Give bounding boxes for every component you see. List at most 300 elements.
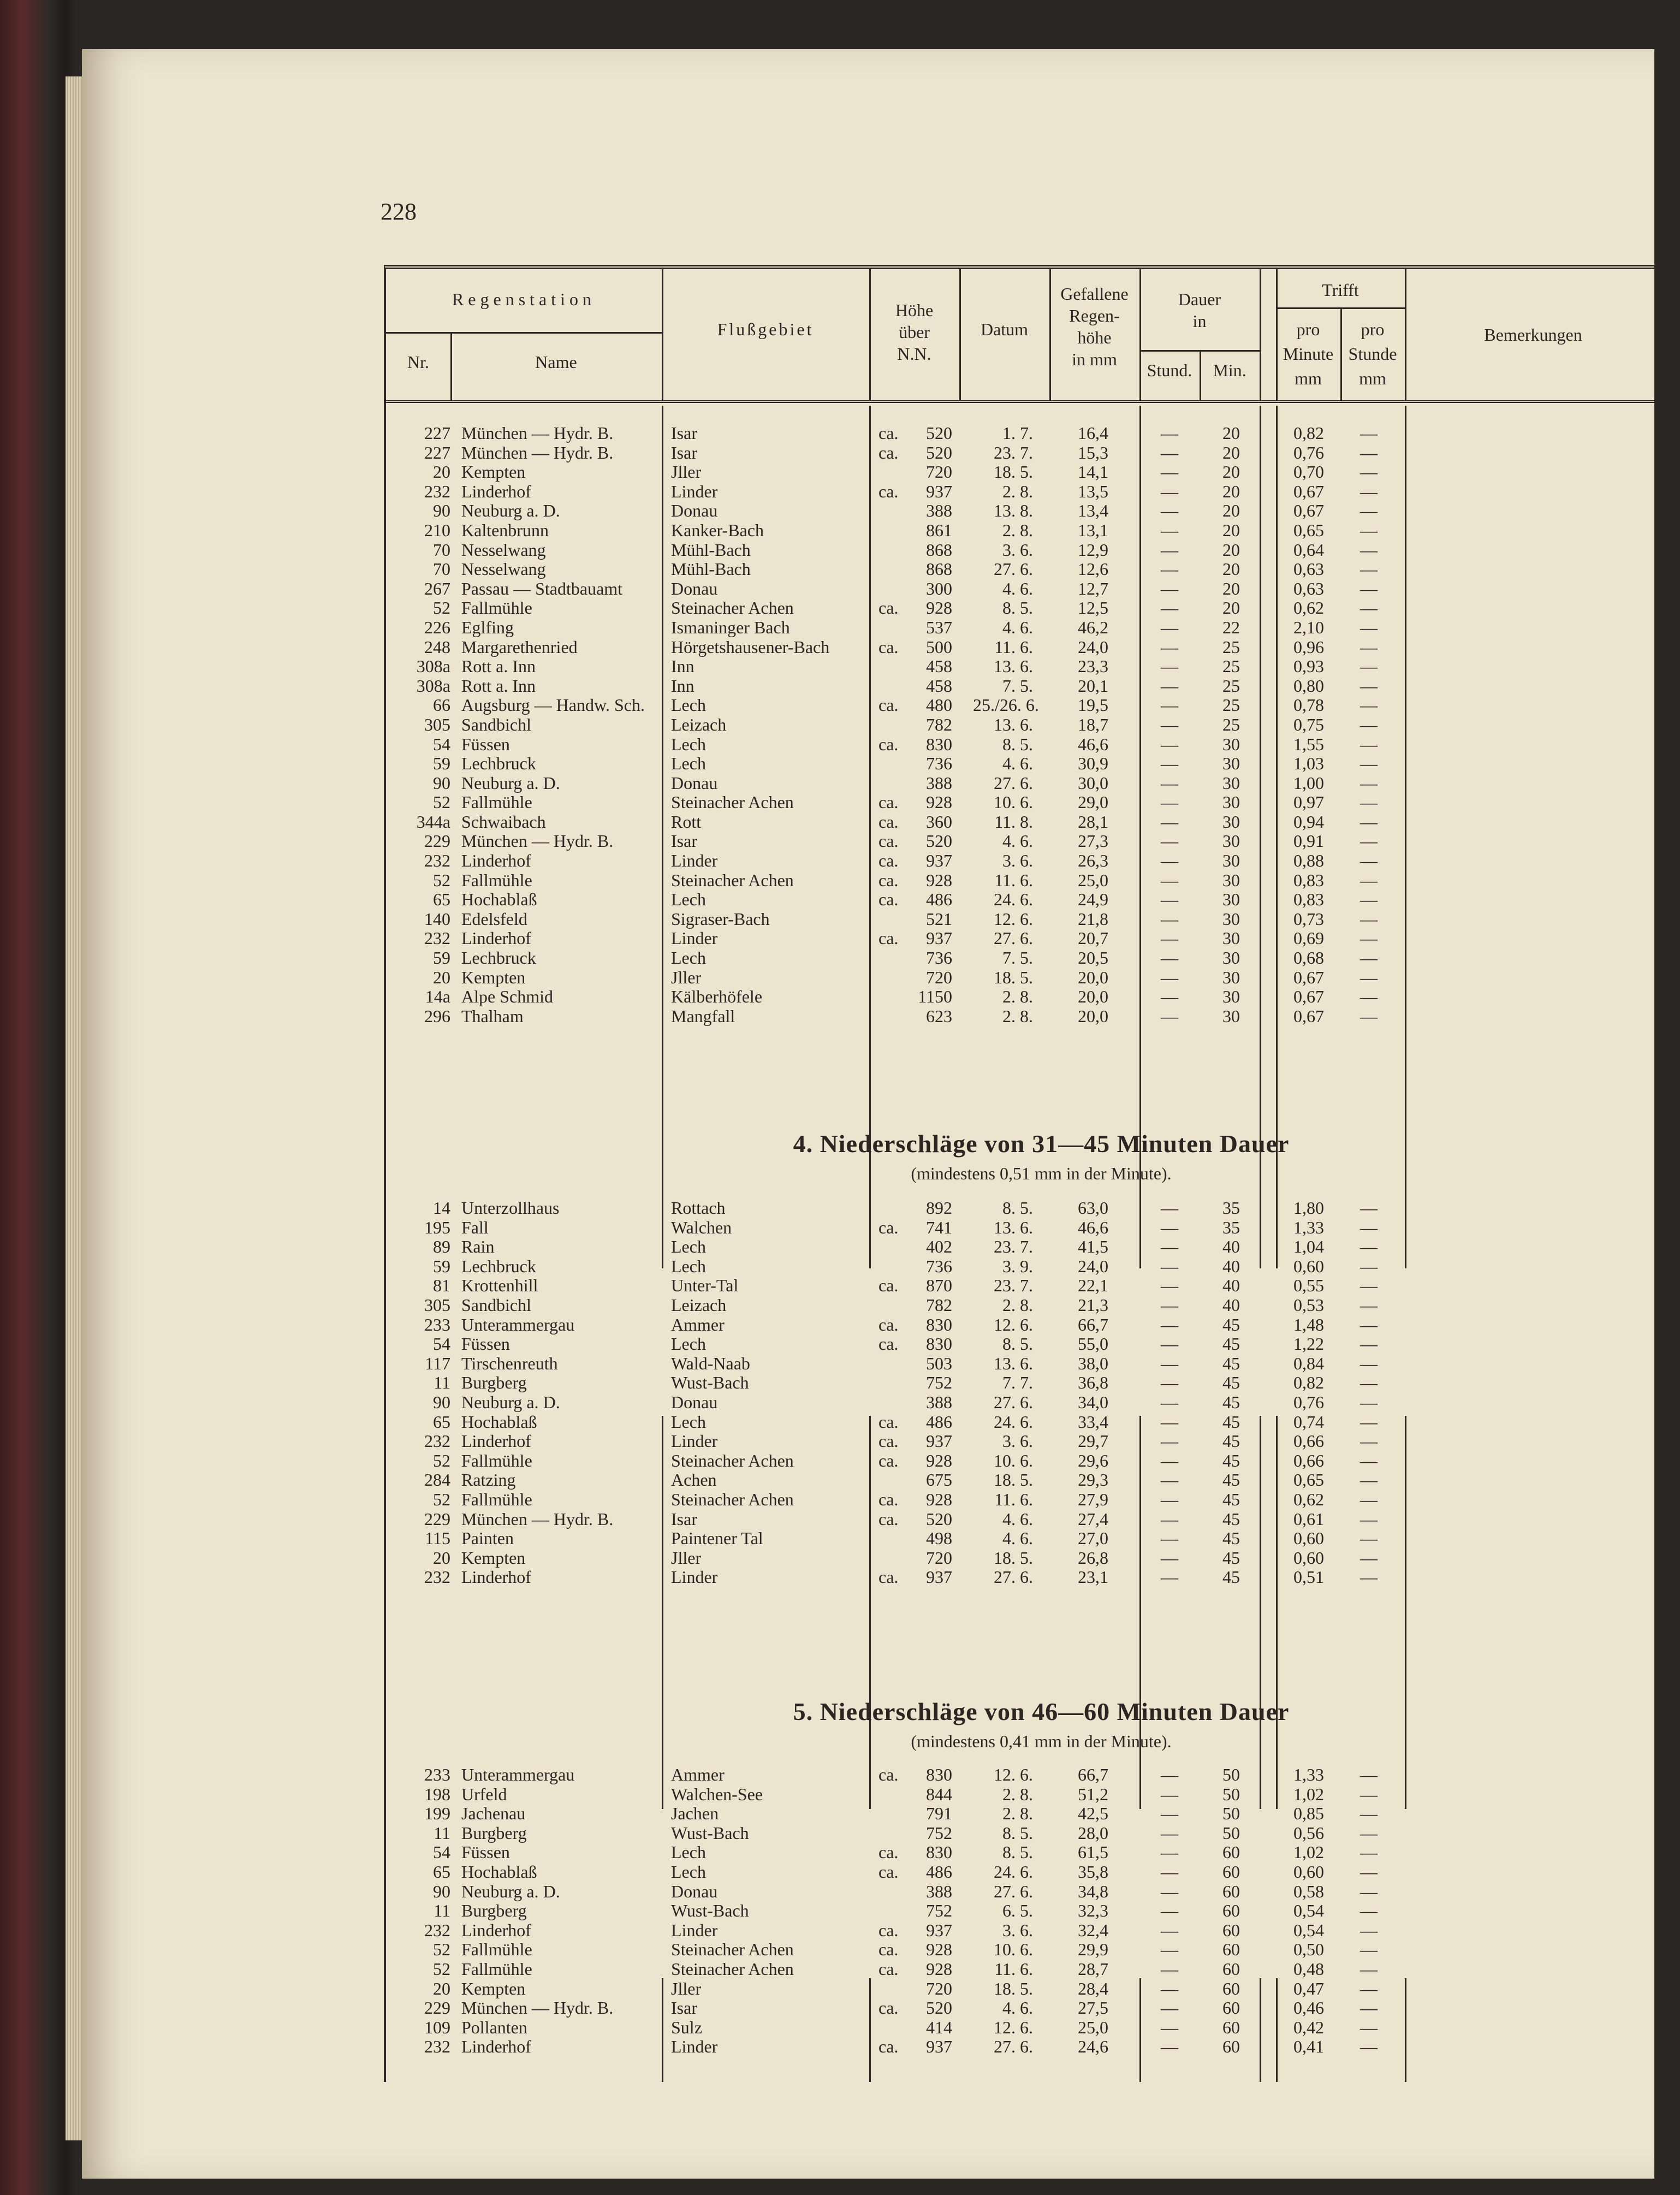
cell-datum: 4. 6. — [1002, 1998, 1033, 2018]
cell-datum: 2. 8. — [1002, 1006, 1033, 1026]
cell-hoehe: 736 — [926, 948, 952, 968]
cell-fluss: Walchen — [671, 1217, 732, 1237]
cell-pmin: 1,55 — [1293, 734, 1324, 754]
cell-pmin: 0,74 — [1293, 1411, 1324, 1432]
cell-regen: 26,3 — [1078, 851, 1108, 871]
cell-pmin: 0,61 — [1293, 1509, 1324, 1529]
cell-regen: 24,0 — [1078, 1256, 1108, 1276]
cell-pstd: — — [1360, 1470, 1378, 1490]
cell-datum: 13. 6. — [994, 1353, 1033, 1373]
cell-stund: — — [1161, 1431, 1178, 1451]
cell-fluss: Hörgetshausener-Bach — [671, 637, 830, 657]
cell-nr: 210 — [424, 520, 450, 540]
cell-nr: 81 — [433, 1276, 450, 1296]
cell-pstd: — — [1360, 987, 1378, 1007]
cell-regen: 28,1 — [1078, 811, 1108, 832]
cell-datum: 13. 6. — [994, 656, 1033, 677]
cell-pmin: 0,54 — [1293, 1901, 1324, 1921]
cell-min: 20 — [1222, 442, 1240, 462]
cell-fluss: Achen — [671, 1470, 717, 1490]
cell-name: Unterammergau — [461, 1765, 575, 1784]
cell-pmin: 0,70 — [1293, 462, 1324, 482]
cell-fluss: Linder — [671, 1567, 718, 1587]
cell-pmin: 0,41 — [1293, 2037, 1324, 2057]
cell-datum: 2. 8. — [1002, 1784, 1033, 1804]
cell-hoehe: 388 — [926, 1881, 952, 1901]
cell-stund: — — [1161, 1547, 1178, 1568]
cell-datum: 4. 6. — [1002, 1509, 1033, 1529]
cell-name: Füssen — [461, 1334, 510, 1354]
cell-nr: 227 — [424, 423, 450, 443]
table-row — [386, 1007, 1664, 1027]
cell-regen: 21,3 — [1078, 1295, 1108, 1315]
cell-min: 30 — [1222, 1006, 1240, 1026]
cell-regen: 27,3 — [1078, 831, 1108, 851]
cell-pstd: — — [1360, 1939, 1378, 1960]
cell-stund: — — [1161, 967, 1178, 987]
table-row — [386, 1882, 1664, 1902]
cell-ca: ca. — [878, 811, 899, 832]
cell-regen: 16,4 — [1078, 423, 1108, 443]
cell-name: Fallmühle — [461, 1489, 532, 1509]
cell-pstd: — — [1360, 889, 1378, 910]
cell-pmin: 0,82 — [1293, 423, 1324, 443]
table-row — [386, 541, 1664, 560]
cell-min: 20 — [1222, 598, 1240, 618]
cell-stund: — — [1161, 423, 1178, 443]
cell-fluss: Kanker-Bach — [671, 520, 764, 540]
cell-min: 30 — [1222, 811, 1240, 832]
cell-min: 45 — [1222, 1411, 1240, 1432]
cell-name: Lechbruck — [461, 1256, 536, 1276]
cell-regen: 22,1 — [1078, 1276, 1108, 1296]
cell-hoehe: 736 — [926, 1256, 952, 1276]
cell-name: Hochablaß — [461, 1411, 537, 1432]
cell-name: Füssen — [461, 1842, 510, 1862]
cell-hoehe: 520 — [926, 831, 952, 851]
cell-pmin: 0,48 — [1293, 1959, 1324, 1979]
cell-pstd: — — [1360, 1006, 1378, 1026]
cell-pstd: — — [1360, 442, 1378, 462]
section4-rows — [386, 1199, 1664, 1587]
cell-min: 50 — [1222, 1784, 1240, 1804]
cell-regen: 34,8 — [1078, 1881, 1108, 1901]
cell-fluss: Lech — [671, 1411, 706, 1432]
cell-pmin: 2,10 — [1293, 617, 1324, 637]
cell-pstd: — — [1360, 870, 1378, 890]
cell-nr: 54 — [433, 1334, 450, 1354]
cell-fluss: Mühl-Bach — [671, 559, 751, 579]
table-row — [386, 1862, 1664, 1882]
cell-pmin: 0,96 — [1293, 637, 1324, 657]
table-row — [386, 1921, 1664, 1941]
cell-pmin: 1,33 — [1293, 1765, 1324, 1784]
cell-stund: — — [1161, 987, 1178, 1007]
cell-pmin: 0,64 — [1293, 539, 1324, 560]
table-row — [386, 1824, 1664, 1843]
cell-min: 50 — [1222, 1765, 1240, 1784]
cell-regen: 27,4 — [1078, 1509, 1108, 1529]
cell-pmin: 0,46 — [1293, 1998, 1324, 2018]
cell-datum: 24. 6. — [994, 1411, 1033, 1432]
cell-stund: — — [1161, 598, 1178, 618]
table-row — [386, 1510, 1664, 1529]
cell-fluss: Linder — [671, 481, 718, 501]
header-pro-minute-3: mm — [1295, 369, 1322, 388]
cell-nr: 229 — [424, 1509, 450, 1529]
cell-hoehe: 520 — [926, 423, 952, 443]
cell-regen: 61,5 — [1078, 1842, 1108, 1862]
cell-fluss: Mühl-Bach — [671, 539, 751, 560]
cell-min: 60 — [1222, 1881, 1240, 1901]
header-hoehe-3: N.N. — [897, 344, 931, 364]
cell-stund: — — [1161, 675, 1178, 696]
cell-min: 45 — [1222, 1431, 1240, 1451]
cell-fluss: Donau — [671, 1881, 718, 1901]
cell-min: 45 — [1222, 1567, 1240, 1587]
cell-datum: 2. 8. — [1002, 1804, 1033, 1824]
cell-name: München — Hydr. B. — [461, 423, 614, 443]
cell-pmin: 0,69 — [1293, 928, 1324, 948]
table-row — [386, 579, 1664, 599]
cell-stund: — — [1161, 1256, 1178, 1276]
cell-pstd: — — [1360, 734, 1378, 754]
cell-fluss: Steinacher Achen — [671, 792, 794, 812]
cell-pstd: — — [1360, 909, 1378, 929]
cell-name: Rott a. Inn — [461, 656, 536, 677]
cell-min: 20 — [1222, 481, 1240, 501]
header-pro-minute-1: pro — [1296, 319, 1320, 339]
cell-nr: 117 — [425, 1353, 450, 1373]
cell-hoehe: 928 — [926, 1450, 952, 1470]
cell-fluss: Wald-Naab — [671, 1353, 750, 1373]
table-row — [386, 774, 1664, 793]
cell-min: 25 — [1222, 714, 1240, 734]
cell-stund: — — [1161, 617, 1178, 637]
table-row — [386, 696, 1664, 715]
cell-regen: 32,3 — [1078, 1901, 1108, 1921]
cell-fluss: Jachen — [671, 1804, 719, 1824]
cell-pstd: — — [1360, 1489, 1378, 1509]
cell-pmin: 0,62 — [1293, 598, 1324, 618]
table-row — [386, 1354, 1664, 1374]
cell-pstd: — — [1360, 617, 1378, 637]
cell-pstd: — — [1360, 501, 1378, 521]
cell-fluss: Lech — [671, 695, 706, 715]
cell-stund: — — [1161, 1392, 1178, 1412]
cell-pstd: — — [1360, 1295, 1378, 1315]
cell-ca: ca. — [878, 792, 899, 812]
cell-stund: — — [1161, 1881, 1178, 1901]
cell-stund: — — [1161, 1959, 1178, 1979]
cell-datum: 27. 6. — [994, 1392, 1033, 1412]
table-row — [386, 1843, 1664, 1862]
cell-name: Burgberg — [461, 1373, 527, 1393]
cell-hoehe: 937 — [926, 851, 952, 871]
cell-pstd: — — [1360, 1528, 1378, 1549]
cell-ca: ca. — [878, 1431, 899, 1451]
cell-name: Krottenhill — [461, 1276, 538, 1296]
cell-pstd: — — [1360, 481, 1378, 501]
cell-regen: 21,8 — [1078, 909, 1108, 929]
cell-nr: 232 — [424, 1431, 450, 1451]
cell-datum: 11. 6. — [994, 1489, 1033, 1509]
cell-pstd: — — [1360, 1804, 1378, 1824]
cell-datum: 7. 7. — [1002, 1373, 1033, 1393]
cell-datum: 7. 5. — [1002, 675, 1033, 696]
table-row — [386, 1334, 1664, 1354]
header-gefallene-1: Gefallene — [1060, 284, 1129, 304]
cell-pstd: — — [1360, 1901, 1378, 1921]
cell-hoehe: 928 — [926, 1939, 952, 1960]
cell-fluss: Linder — [671, 928, 718, 948]
cell-fluss: Isar — [671, 1998, 697, 2018]
cell-stund: — — [1161, 1842, 1178, 1862]
cell-regen: 46,6 — [1078, 1217, 1108, 1237]
cell-pstd: — — [1360, 675, 1378, 696]
cell-pmin: 0,60 — [1293, 1528, 1324, 1549]
header-trifft: Trifft — [1322, 280, 1359, 300]
section5-subtitle: (mindestens 0,41 mm in der Minute). — [911, 1731, 1172, 1751]
cell-nr: 14 — [433, 1198, 450, 1218]
cell-pstd: — — [1360, 1276, 1378, 1296]
cell-regen: 51,2 — [1078, 1784, 1108, 1804]
cell-hoehe: 937 — [926, 481, 952, 501]
table-row — [386, 871, 1664, 891]
cell-hoehe: 720 — [926, 1978, 952, 1998]
cell-hoehe: 675 — [926, 1470, 952, 1490]
cell-pmin: 0,54 — [1293, 1920, 1324, 1940]
cell-stund: — — [1161, 1411, 1178, 1432]
cell-nr: 284 — [424, 1470, 450, 1490]
table-row — [386, 1432, 1664, 1451]
cell-nr: 66 — [433, 695, 450, 715]
cell-stund: — — [1161, 695, 1178, 715]
cell-pstd: — — [1360, 462, 1378, 482]
cell-pstd: — — [1360, 559, 1378, 579]
cell-pstd: — — [1360, 1823, 1378, 1843]
cell-hoehe: 928 — [926, 870, 952, 890]
cell-hoehe: 486 — [926, 1861, 952, 1882]
cell-nr: 90 — [433, 501, 450, 521]
cell-regen: 36,8 — [1078, 1373, 1108, 1393]
cell-min: 30 — [1222, 987, 1240, 1007]
cell-min: 30 — [1222, 754, 1240, 774]
cell-stund: — — [1161, 1861, 1178, 1882]
cell-name: Fallmühle — [461, 598, 532, 618]
cell-name: Urfeld — [461, 1784, 507, 1804]
cell-pstd: — — [1360, 637, 1378, 657]
header-gefallene-3: höhe — [1077, 328, 1112, 347]
table-row — [386, 1296, 1664, 1315]
table-row — [386, 1529, 1664, 1549]
cell-min: 30 — [1222, 773, 1240, 793]
cell-name: Fallmühle — [461, 870, 532, 890]
cell-nr: 11 — [434, 1823, 450, 1843]
cell-hoehe: 537 — [926, 617, 952, 637]
cell-fluss: Steinacher Achen — [671, 1959, 794, 1979]
cell-min: 45 — [1222, 1470, 1240, 1490]
cell-nr: 296 — [424, 1006, 450, 1026]
cell-name: Unterzollhaus — [461, 1198, 560, 1218]
cell-name: Fallmühle — [461, 1450, 532, 1470]
cell-min: 30 — [1222, 870, 1240, 890]
cell-name: Sandbichl — [461, 714, 531, 734]
cell-name: Rott a. Inn — [461, 675, 536, 696]
cell-name: Passau — Stadtbauamt — [461, 578, 623, 598]
cell-pmin: 0,68 — [1293, 948, 1324, 968]
cell-nr: 198 — [424, 1784, 450, 1804]
cell-regen: 12,6 — [1078, 559, 1108, 579]
cell-pmin: 0,83 — [1293, 889, 1324, 910]
cell-min: 40 — [1222, 1295, 1240, 1315]
cell-hoehe: 736 — [926, 754, 952, 774]
cell-datum: 11. 6. — [994, 637, 1033, 657]
cell-datum: 12. 6. — [994, 1314, 1033, 1334]
cell-nr: 52 — [433, 1450, 450, 1470]
cell-fluss: Isar — [671, 423, 697, 443]
cell-min: 60 — [1222, 1842, 1240, 1862]
header-hoehe-1: Höhe — [895, 300, 934, 320]
cell-datum: 18. 5. — [994, 1470, 1033, 1490]
cell-name: Eglfing — [461, 617, 514, 637]
cell-regen: 46,6 — [1078, 734, 1108, 754]
cell-pmin: 0,58 — [1293, 1881, 1324, 1901]
cell-name: Hochablaß — [461, 889, 537, 910]
cell-pstd: — — [1360, 773, 1378, 793]
cell-hoehe: 870 — [926, 1276, 952, 1296]
cell-stund: — — [1161, 1998, 1178, 2018]
cell-name: Jachenau — [461, 1804, 526, 1824]
cell-name: Edelsfeld — [461, 909, 527, 929]
cell-nr: 20 — [433, 1978, 450, 1998]
table-row — [386, 1804, 1664, 1824]
cell-pmin: 0,42 — [1293, 2017, 1324, 2037]
cell-stund: — — [1161, 754, 1178, 774]
cell-datum: 13. 6. — [994, 1217, 1033, 1237]
cell-datum: 24. 6. — [994, 889, 1033, 910]
cell-datum: 2. 8. — [1002, 987, 1033, 1007]
cell-name: Nesselwang — [461, 559, 546, 579]
cell-stund: — — [1161, 1509, 1178, 1529]
cell-hoehe: 498 — [926, 1528, 952, 1549]
cell-datum: 1. 7. — [1002, 423, 1033, 443]
cell-name: Burgberg — [461, 1901, 527, 1921]
header-dauer-2: in — [1192, 311, 1207, 331]
cell-nr: 89 — [433, 1237, 450, 1257]
cell-name: Pollanten — [461, 2017, 527, 2037]
cell-regen: 33,4 — [1078, 1411, 1108, 1432]
cell-pmin: 0,66 — [1293, 1431, 1324, 1451]
cell-stund: — — [1161, 773, 1178, 793]
cell-ca: ca. — [878, 695, 899, 715]
cell-nr: 59 — [433, 948, 450, 968]
table-row — [386, 2018, 1664, 2038]
cell-hoehe: 402 — [926, 1237, 952, 1257]
cell-stund: — — [1161, 442, 1178, 462]
cell-hoehe: 520 — [926, 1998, 952, 2018]
cell-hoehe: 830 — [926, 1334, 952, 1354]
cell-pstd: — — [1360, 1353, 1378, 1373]
cell-hoehe: 928 — [926, 1489, 952, 1509]
cell-nr: 232 — [424, 481, 450, 501]
cell-pmin: 0,66 — [1293, 1450, 1324, 1470]
cell-ca: ca. — [878, 1959, 899, 1979]
table-row — [386, 443, 1664, 463]
cell-name: Neuburg a. D. — [461, 1392, 560, 1412]
cell-pstd: — — [1360, 1509, 1378, 1529]
cell-nr: 305 — [424, 714, 450, 734]
cell-name: Linderhof — [461, 481, 531, 501]
cell-name: Kempten — [461, 1978, 526, 1998]
header-name: Name — [535, 352, 577, 372]
cell-ca: ca. — [878, 1509, 899, 1529]
table-row — [386, 1451, 1664, 1471]
header-flussgebiet: Flußgebiet — [717, 319, 814, 339]
cell-nr: 20 — [433, 1547, 450, 1568]
cell-regen: 20,7 — [1078, 928, 1108, 948]
cell-hoehe: 520 — [926, 442, 952, 462]
cell-fluss: Lech — [671, 1861, 706, 1882]
cell-nr: 20 — [433, 967, 450, 987]
cell-pstd: — — [1360, 695, 1378, 715]
section5-rows — [386, 1765, 1664, 2057]
cell-nr: 65 — [433, 889, 450, 910]
table-row — [386, 1373, 1664, 1393]
cell-fluss: Kälberhöfele — [671, 987, 763, 1007]
cell-name: Schwaibach — [461, 811, 546, 832]
cell-name: München — Hydr. B. — [461, 1509, 614, 1529]
header-pro-stunde-3: mm — [1359, 369, 1386, 388]
cell-stund: — — [1161, 1765, 1178, 1784]
cell-pmin: 0,97 — [1293, 792, 1324, 812]
cell-pmin: 0,62 — [1293, 1489, 1324, 1509]
cell-ca: ca. — [878, 870, 899, 890]
cell-min: 50 — [1222, 1823, 1240, 1843]
cell-regen: 38,0 — [1078, 1353, 1108, 1373]
cell-pstd: — — [1360, 539, 1378, 560]
table-row — [386, 1785, 1664, 1805]
cell-min: 45 — [1222, 1392, 1240, 1412]
cell-name: Burgberg — [461, 1823, 527, 1843]
cell-hoehe: 1150 — [918, 987, 952, 1007]
cell-pstd: — — [1360, 578, 1378, 598]
cell-ca: ca. — [878, 1842, 899, 1862]
cell-pmin: 0,67 — [1293, 987, 1324, 1007]
cell-stund: — — [1161, 1237, 1178, 1257]
cell-name: Unterammergau — [461, 1314, 575, 1334]
cell-name: Fall — [461, 1217, 489, 1237]
cell-stund: — — [1161, 2017, 1178, 2037]
cell-pmin: 0,67 — [1293, 501, 1324, 521]
cell-hoehe: 868 — [926, 559, 952, 579]
cell-datum: 18. 5. — [994, 1547, 1033, 1568]
cell-stund: — — [1161, 851, 1178, 871]
cell-fluss: Donau — [671, 773, 718, 793]
cell-datum: 13. 6. — [994, 714, 1033, 734]
cell-fluss: Lech — [671, 754, 706, 774]
cell-datum: 27. 6. — [994, 1881, 1033, 1901]
cell-fluss: Mangfall — [671, 1006, 735, 1026]
cell-fluss: Lech — [671, 889, 706, 910]
cell-nr: 52 — [433, 792, 450, 812]
cell-name: Linderhof — [461, 1920, 531, 1940]
cell-datum: 3. 9. — [1002, 1256, 1033, 1276]
cell-fluss: Steinacher Achen — [671, 1489, 794, 1509]
table-row — [386, 1237, 1664, 1257]
cell-stund: — — [1161, 1450, 1178, 1470]
rainfall-table — [384, 265, 1666, 2082]
